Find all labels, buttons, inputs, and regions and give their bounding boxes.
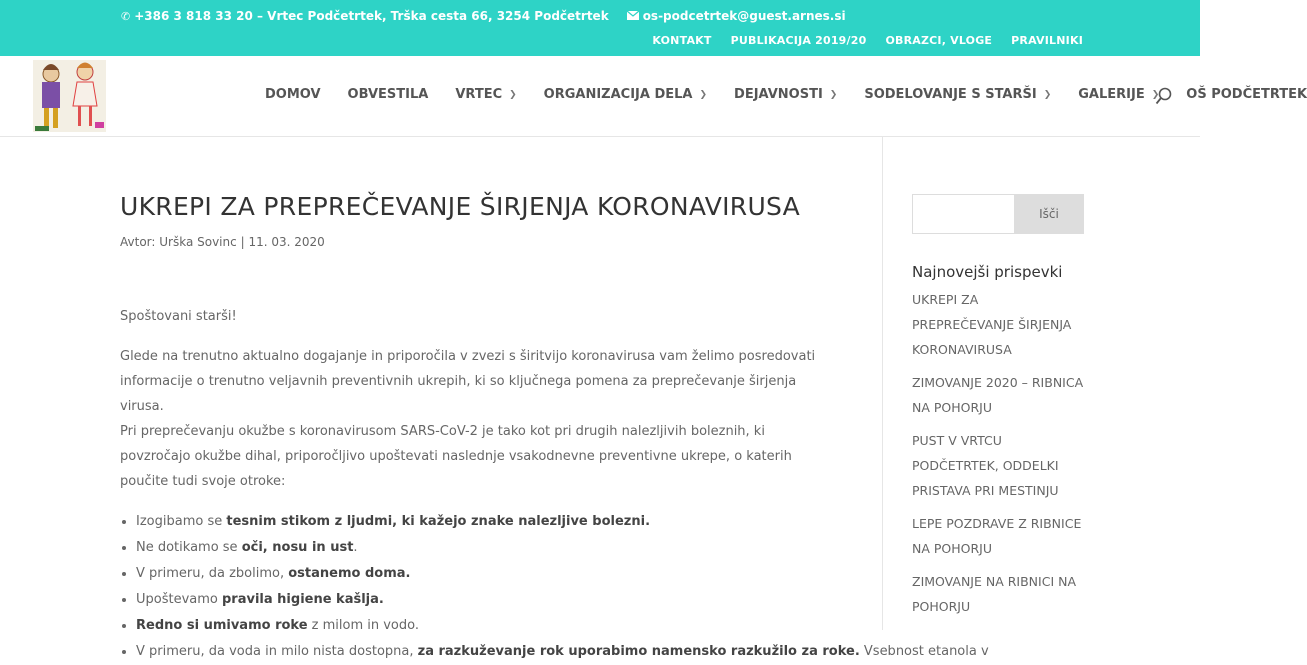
nav-item-galerije[interactable] xyxy=(1078,87,1159,102)
meta-prefix: Avtor: xyxy=(120,235,156,249)
bullet-bold: za razkuževanje rok uporabimo namensko razkužilo za roke. xyxy=(417,644,860,659)
top-link-kontakt[interactable]: KONTAKT xyxy=(652,34,712,47)
prevention-list xyxy=(136,509,989,664)
recent-posts-list xyxy=(912,287,1084,619)
top-bar xyxy=(0,0,1200,56)
list-item xyxy=(136,639,989,664)
recent-post-link[interactable]: LEPE POZDRAVE Z RIBNICE NA POHORJU xyxy=(912,516,1082,556)
recent-posts-title: Najnovejši prispevki xyxy=(912,263,1063,281)
nav-label: OBVESTILA xyxy=(347,87,429,102)
list-item xyxy=(136,561,830,586)
nav-label: GALERIJE xyxy=(1078,87,1145,102)
email-text: os-podcetrtek@guest.arnes.si xyxy=(642,9,846,23)
nav-label: VRTEC xyxy=(455,87,503,102)
nav-label: DEJAVNOSTI xyxy=(734,87,823,102)
recent-post-link[interactable]: ZIMOVANJE 2020 – RIBNICA NA POHORJU xyxy=(912,375,1084,415)
nav-item-domov[interactable] xyxy=(265,87,321,102)
content-sidebar-divider xyxy=(882,137,883,630)
recent-post-link[interactable]: ZIMOVANJE NA RIBNICI NA POHORJU xyxy=(912,574,1077,614)
bullet-bold: pravila higiene kašlja. xyxy=(222,592,384,607)
site-logo[interactable] xyxy=(33,60,106,132)
search-icon[interactable] xyxy=(1155,87,1173,105)
nav-item-vrtec[interactable] xyxy=(455,87,516,102)
bullet-text: Izogibamo se xyxy=(136,514,227,529)
bullet-text: Vsebnost etanola v xyxy=(859,644,989,659)
list-item xyxy=(136,535,830,560)
bullet-text: V primeru, da zbolimo, xyxy=(136,566,289,581)
post-date: 11. 03. 2020 xyxy=(248,235,325,249)
post-greeting: Spoštovani starši! xyxy=(120,309,237,324)
list-item xyxy=(136,509,830,534)
paragraph-line: Glede na trenutno aktualno dogajanje in priporočila v zvezi s širitvijo koronavirusa vam želimo posredovati informacije o trenutno veljavnih preventivnih ukrepih, ki so ključnega pomena za preprečevanje širjenja virusa. xyxy=(120,349,816,414)
list-item xyxy=(136,587,830,612)
main-header xyxy=(0,56,1307,137)
bullet-bold: oči, nosu in ust xyxy=(241,540,354,555)
contact-info xyxy=(121,9,846,23)
top-link-pravilniki[interactable]: PRAVILNIKI xyxy=(1011,34,1083,47)
bullet-text: z milom in vodo. xyxy=(307,618,419,633)
nav-item-sodelovanje[interactable] xyxy=(864,87,1051,102)
top-link-obrazci[interactable]: OBRAZCI, VLOGE xyxy=(885,34,993,47)
chevron-down-icon: ❯ xyxy=(699,89,708,100)
phone-icon: ✆ xyxy=(121,9,131,23)
post-paragraph xyxy=(120,344,830,494)
post-title: UKREPI ZA PREPREČEVANJE ŠIRJENJA KORONAVIRUSA xyxy=(120,192,801,221)
sidebar xyxy=(912,194,1084,627)
bullet-bold: Redno si umivamo roke xyxy=(136,618,308,633)
paragraph-line: Pri preprečevanju okužbe s koronavirusom SARS-CoV-2 je tako kot pri drugih nalezljivih boleznih, ki povzročajo okužbe dihal, priporočljivo upoštevati naslednje vsakodnevne preventivne ukrepe, o katerih poučite tudi svoje otroke: xyxy=(120,424,792,489)
nav-item-obvestila[interactable] xyxy=(348,87,429,102)
nav-label: DOMOV xyxy=(265,87,321,102)
logo-drawing xyxy=(33,60,106,132)
bullet-text: Upoštevamo xyxy=(136,592,222,607)
post-author-link[interactable]: Urška Sovinc xyxy=(159,235,237,249)
sidebar-search xyxy=(912,194,1084,234)
search-input[interactable] xyxy=(912,194,1014,234)
phone-address-text: +386 3 818 33 20 – Vrtec Podčetrtek, Trška cesta 66, 3254 Podčetrtek xyxy=(134,9,609,23)
recent-post-link[interactable]: PUST V VRTCU PODČETRTEK, ODDELKI PRISTAVA PRI MESTINJU xyxy=(912,433,1059,498)
chevron-down-icon: ❯ xyxy=(1043,89,1052,100)
primary-menu xyxy=(265,87,1307,102)
nav-label: ORGANIZACIJA DELA xyxy=(543,87,693,102)
secondary-menu xyxy=(652,34,1083,47)
envelope-icon xyxy=(627,10,639,23)
top-link-publikacija[interactable]: PUBLIKACIJA 2019/20 xyxy=(730,34,867,47)
bullet-text: Ne dotikamo se xyxy=(136,540,242,555)
list-item xyxy=(136,613,830,638)
search-button[interactable]: Išči xyxy=(1014,194,1084,234)
email-link[interactable] xyxy=(627,9,846,23)
chevron-down-icon: ❯ xyxy=(509,89,517,100)
bullet-bold: tesnim stikom z ljudmi, ki kažejo znake nalezljive bolezni. xyxy=(226,514,651,529)
nav-item-os-podcetrtek[interactable] xyxy=(1186,87,1307,102)
recent-post-link[interactable]: UKREPI ZA PREPREČEVANJE ŠIRJENJA KORONAVIRUSA xyxy=(912,292,1072,357)
meta-separator: | xyxy=(240,235,245,249)
chevron-down-icon: ❯ xyxy=(1151,89,1160,100)
chevron-down-icon: ❯ xyxy=(829,89,838,100)
nav-item-organizacija-dela[interactable] xyxy=(544,87,707,102)
post-meta xyxy=(120,235,830,249)
bullet-bold: ostanemo doma. xyxy=(288,566,411,581)
bullet-text: V primeru, da voda in milo nista dostopna, xyxy=(136,644,418,659)
bullet-text: . xyxy=(353,540,358,555)
nav-label: OŠ PODČETRTEK xyxy=(1186,87,1307,102)
nav-label: SODELOVANJE S STARŠI xyxy=(864,87,1037,102)
nav-item-dejavnosti[interactable] xyxy=(734,87,837,102)
